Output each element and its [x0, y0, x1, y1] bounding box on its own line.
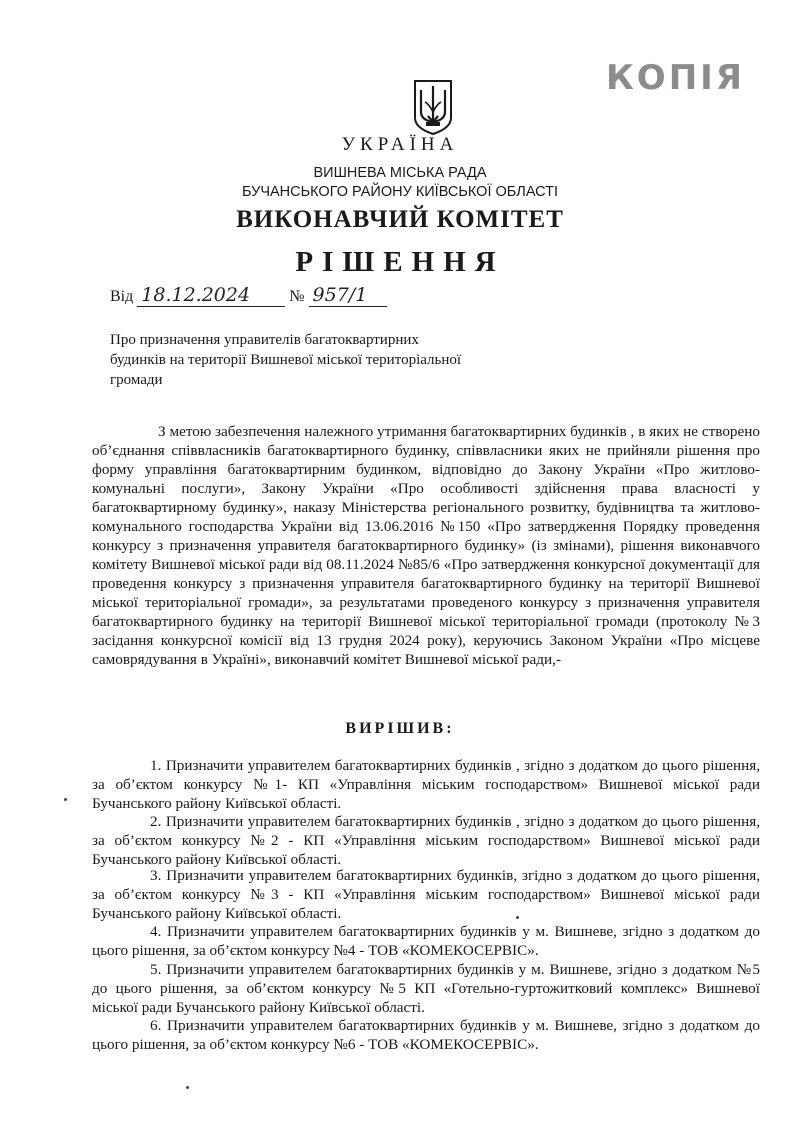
- resolve-heading: ВИРІШИВ:: [345, 720, 455, 737]
- preamble-paragraph: З метою забезпечення належного утримання багатоквартирних будинків , в яких не створено об’єднання співвласників багатоквартирного будинку, співвласники яких не прийняли рішення про форму управління багатоквартирним будинком, відповідно до Закону України «Про житлово-комунальні послуги», Закону України «Про особливості здійснення права власності у багатоквартирному будинку», наказу Міністерства регіонального розвитку, будівництва та житлово-комунального господарства України від 13.06.2016 №150 «Про затвердження Порядку проведення конкурсу з призначення управителя багатоквартирного будинку» (із змінами), рішення виконавчого комітету Вишневої міської ради від 08.11.2024 №85/6 «Про затвердження конкурсної документації для проведення конкурсу з призначення управителя багатоквартирного будинку на території Вишневої міської територіальної громади», за результатами проведеного конкурсу з призначення управителя багатоквартирного будинку на території Вишневої міської територіальної громади (протоколу №3 засідання конкурсної комісії від 13 грудня 2024 року), керуючись Законом України «Про місцеве самоврядування в Україні», виконавчий комітет Вишневої міської ради,-: [92, 423, 760, 668]
- council-name: [0, 164, 800, 202]
- resolution-item-6: 6. Призначити управителем багатоквартирних будинків у м. Вишневе, згідно з додатком до цього рішення, за об’єктом конкурсу №6 - ТОВ «КОМЕКОСЕРВІС».: [92, 1017, 760, 1053]
- number-value: 957/1: [309, 284, 387, 307]
- decision-subject: Про призначення управителів багатоквартирних будинків на території Вишневої міської територіальної громади: [110, 332, 462, 388]
- country-name: УКРАЇНА: [341, 134, 459, 155]
- trident-emblem-icon: [412, 78, 454, 136]
- resolution-item-5: 5. Призначити управителем багатоквартирних будинків у м. Вишневе, згідно з додатком №5 до цього рішення, за об’єктом конкурсу №5 КП «Готельно-гуртожитковий комплекс» Вишневої міської ради Бучанського району Київської області.: [92, 961, 760, 1016]
- resolution-item-2: 2. Призначити управителем багатоквартирних будинків , згідно з додатком до цього рішення, за об’єктом конкурсу №2 - КП «Управління міським господарством» Вишневої міської ради Бучанського району Київської області.: [92, 813, 760, 868]
- scan-speck: [516, 916, 519, 919]
- resolution-item-3: 3. Призначити управителем багатоквартирних будинків, згідно з додатком до цього рішення, за об’єктом конкурсу №3 - КП «Управління міським господарством» Вишневої міської ради Бучанського району Київської області.: [92, 867, 760, 922]
- document-type: РІШЕННЯ: [295, 246, 505, 278]
- dateline: [110, 284, 387, 307]
- scan-speck: [64, 798, 67, 801]
- scan-speck: [186, 1086, 189, 1089]
- resolution-item-1: 1. Призначити управителем багатоквартирних будинків , згідно з додатком до цього рішення, за об’єктом конкурсу №1- КП «Управління міським господарством» Вишневої міської ради Бучанського району Київської області.: [92, 757, 760, 812]
- date-label: Від: [110, 288, 134, 305]
- date-value: 18.12.2024: [137, 284, 285, 307]
- council-line-2: БУЧАНСЬКОГО РАЙОНУ КИЇВСЬКОЇ ОБЛАСТІ: [241, 184, 559, 200]
- council-line-1: ВИШНЕВА МІСЬКА РАДА: [313, 165, 487, 181]
- number-label: №: [289, 288, 305, 305]
- copy-stamp: КОПІЯ: [606, 58, 745, 98]
- resolution-item-4: 4. Призначити управителем багатоквартирних будинків у м. Вишневе, згідно з додатком до цього рішення, за об’єктом конкурсу №4 - ТОВ «КОМЕКОСЕРВІС».: [92, 923, 760, 959]
- committee-title: ВИКОНАВЧИЙ КОМІТЕТ: [236, 206, 564, 233]
